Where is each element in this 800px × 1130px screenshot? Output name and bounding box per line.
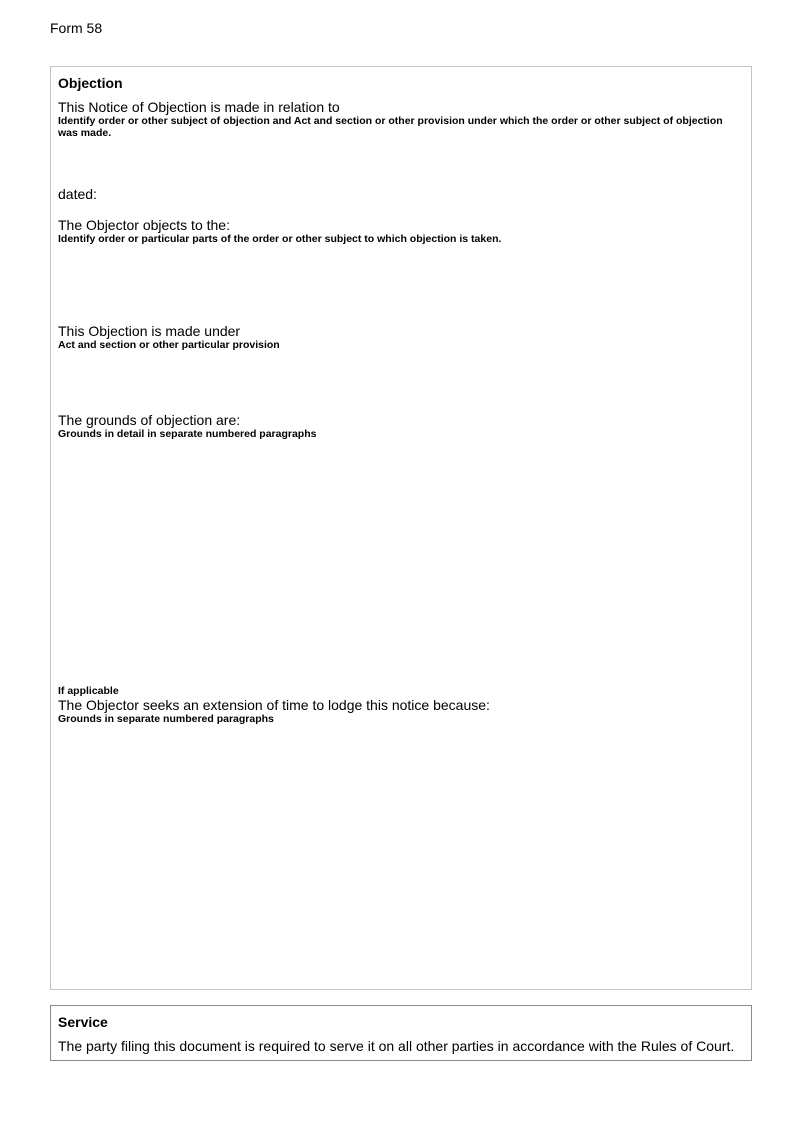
extension-applicable-note: If applicable — [58, 685, 119, 697]
made-under-hint: Act and section or other particular provision — [58, 339, 280, 351]
objects-hint: Identify order or particular parts of the order or other subject to which objection is taken. — [58, 233, 502, 245]
form-number: Form 58 — [50, 20, 103, 36]
extension-label: The Objector seeks an extension of time to lodge this notice because: — [58, 697, 490, 713]
relation-hint: Identify order or other subject of objection and Act and section or other provision under which the order or other subject of objection was made. — [58, 115, 723, 139]
extension-hint: Grounds in separate numbered paragraphs — [58, 713, 274, 725]
dated-label: dated: — [58, 186, 97, 202]
objection-title: Objection — [58, 75, 123, 91]
service-section — [50, 1005, 752, 1061]
objects-label: The Objector objects to the: — [58, 217, 230, 233]
objection-section — [50, 66, 752, 990]
service-title: Service — [58, 1014, 108, 1030]
relation-label: This Notice of Objection is made in relation to — [58, 99, 340, 115]
grounds-label: The grounds of objection are: — [58, 412, 241, 428]
made-under-label: This Objection is made under — [58, 323, 241, 339]
grounds-hint: Grounds in detail in separate numbered paragraphs — [58, 428, 317, 440]
service-text: The party filing this document is required to serve it on all other parties in accordance with the Rules of Court. — [58, 1038, 735, 1054]
